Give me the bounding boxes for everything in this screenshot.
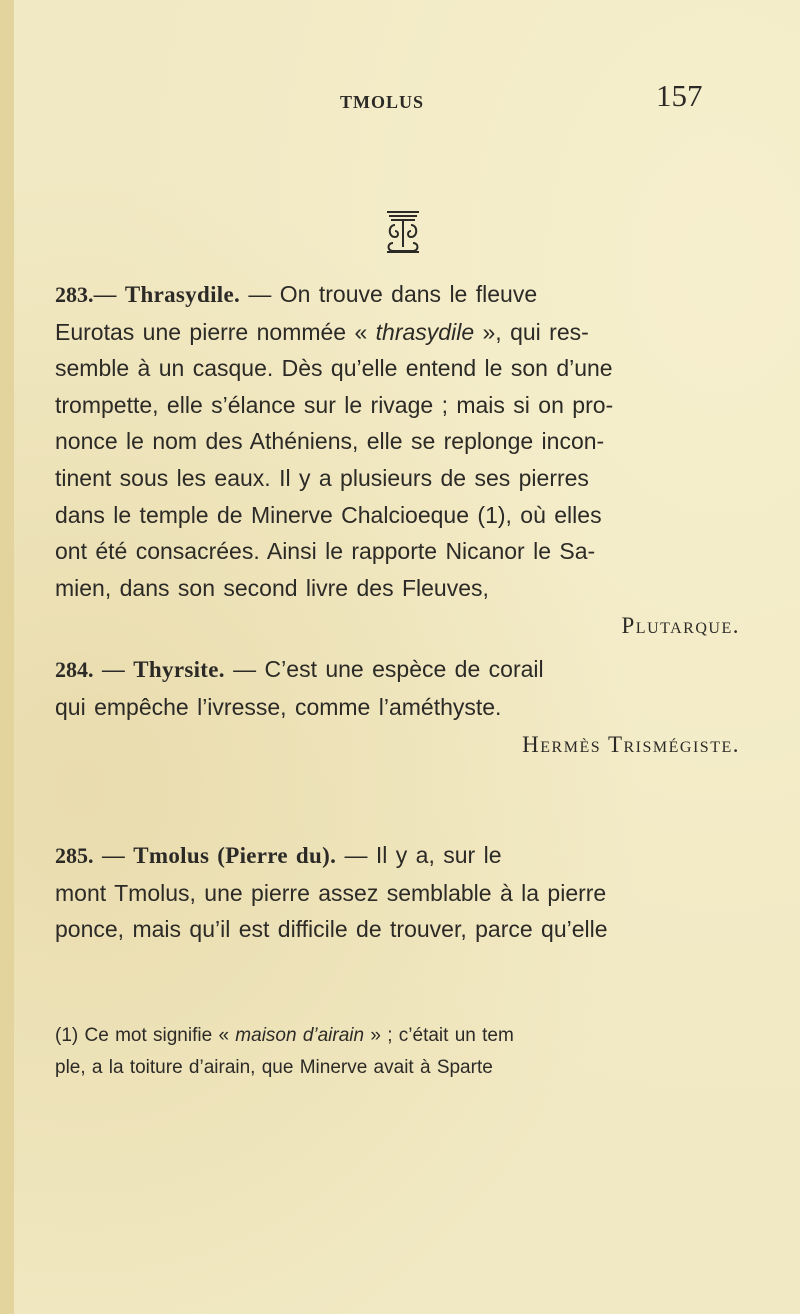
entry-line: mont Tmolus, une pierre assez semblable à la pierre: [55, 879, 607, 906]
italic-term: maison d’airain: [235, 1025, 365, 1046]
entry-line: [55, 314, 745, 351]
dash: —: [93, 842, 134, 868]
entry-line: semble à un casque. Dès qu’elle entend le son d’une: [55, 355, 613, 382]
entry-284: [55, 651, 745, 765]
dash: —: [93, 281, 125, 307]
entry-line: ont été consacrées. Ainsi le rapporte Nicanor le Sa-: [55, 538, 596, 565]
entry-line: qui empêche l’ivresse, comme l’améthyste.: [55, 693, 502, 720]
entry-text: — On trouve dans le fleuve: [240, 281, 538, 307]
entry-text: — C’est une espèce de corail: [224, 656, 544, 682]
entry-line: tinent sous les eaux. Il y a plusieurs de ses pierres: [55, 464, 589, 491]
entry-first-line: [55, 837, 745, 875]
footnote-text: » ; c’était un tem: [364, 1025, 514, 1046]
entry-line: mien, dans son second livre des Fleuves,: [55, 574, 489, 601]
entry-number: 285.: [55, 843, 94, 868]
entry-first-line: [55, 276, 745, 314]
entry-line: ponce, mais qu’il est difficile de trouver, parce qu’elle: [55, 916, 608, 943]
footnote-text: (1) Ce mot signifie «: [55, 1025, 236, 1046]
entry-text: Eurotas une pierre nommée «: [55, 318, 376, 345]
entry-text: — Il y a, sur le: [336, 842, 502, 868]
running-title: TMOLUS: [340, 92, 425, 112]
page-number: 157: [656, 78, 703, 113]
italic-term: thrasydile: [375, 318, 475, 345]
entry-285: [55, 837, 745, 948]
entry-text: », qui res-: [474, 318, 589, 345]
entry-number: 283.: [55, 282, 94, 307]
source-attribution: Plutarque.: [621, 613, 740, 639]
printer-ornament-icon: [383, 209, 423, 253]
dash: —: [93, 656, 134, 682]
page-header: [0, 78, 800, 128]
entry-283: [55, 276, 745, 646]
entry-title: Tmolus (Pierre du).: [133, 843, 337, 868]
entry-line: trompette, elle s’élance sur le rivage ; mais si on pro-: [55, 391, 614, 418]
footnote-line: ple, a la toiture d’airain, que Minerve avait à Sparte: [55, 1057, 493, 1078]
footnote: [55, 1020, 755, 1084]
entry-line: nonce le nom des Athéniens, elle se replonge incon-: [55, 428, 605, 455]
entry-first-line: [55, 651, 745, 689]
entry-title: Thrasydile.: [124, 282, 241, 307]
entry-title: Thyrsite.: [133, 657, 225, 682]
footnote-line: [55, 1020, 755, 1052]
entry-line: dans le temple de Minerve Chalcioeque (1), où elles: [55, 501, 602, 528]
page-edge: [0, 0, 14, 1314]
source-attribution: Hermès Trismégiste.: [522, 732, 740, 758]
entry-number: 284.: [55, 657, 94, 682]
